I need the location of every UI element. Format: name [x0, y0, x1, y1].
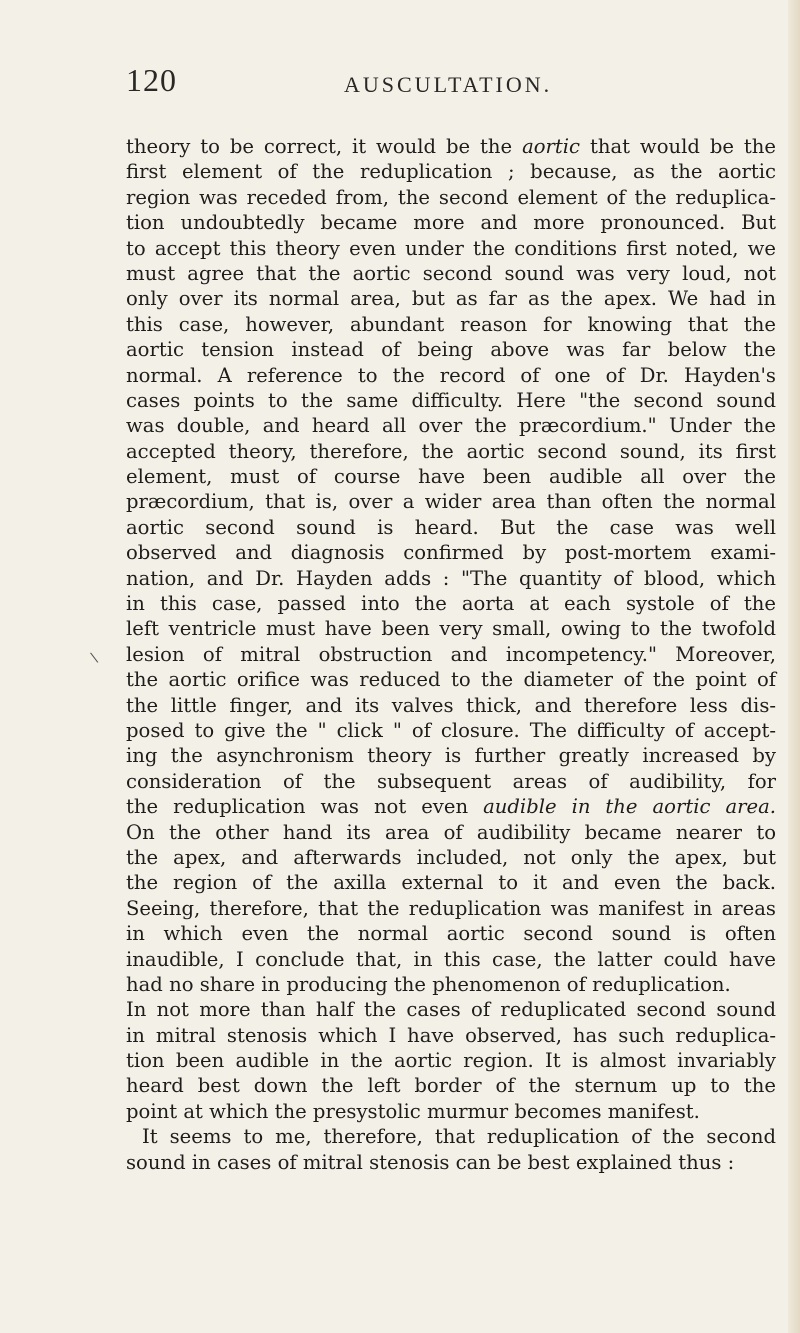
text-segment: Seeing, therefore, that the reduplication was manifest in areas: [126, 896, 776, 920]
text-segment: tion undoubtedly became more and more pronounced. But: [126, 211, 776, 235]
text-line: [126, 489, 776, 514]
text-segment: cases points to the same difficulty. Here "the second sound: [126, 388, 776, 412]
text-segment: region was receded from, the second element of the reduplica-: [126, 185, 776, 209]
text-line: [126, 363, 776, 388]
text-line: [126, 1124, 776, 1149]
text-segment: had no share in producing the phenomenon of reduplication.: [126, 972, 731, 996]
text-line: [126, 210, 776, 235]
text-segment: sound in cases of mitral stenosis can be best explained thus :: [126, 1150, 735, 1174]
text-line: [126, 667, 776, 692]
italic-text: audible in the aortic area.: [483, 795, 776, 819]
text-line: [126, 896, 776, 921]
text-line: [126, 1048, 776, 1073]
text-segment: to accept this theory even under the conditions first noted, we: [126, 236, 776, 260]
text-segment: point at which the presystolic murmur becomes manifest.: [126, 1099, 700, 1123]
text-line: [126, 413, 776, 438]
text-segment: aortic second sound is heard. But the case was well: [126, 515, 776, 539]
text-line: [126, 236, 776, 261]
text-line: [126, 1150, 776, 1175]
text-line: [126, 1073, 776, 1098]
text-line: [126, 870, 776, 895]
text-line: [126, 921, 776, 946]
body-text: [126, 134, 776, 1175]
text-line: [126, 134, 776, 159]
text-segment: in this case, passed into the aorta at each systole of the: [126, 592, 776, 616]
text-segment: consideration of the subsequent areas of audibility, for: [126, 769, 776, 793]
text-line: [126, 159, 776, 184]
text-segment: theory to be correct, it would be the: [126, 135, 523, 158]
text-line: [126, 972, 776, 997]
text-segment: nation, and Dr. Hayden adds : "The quantity of blood, which: [126, 566, 776, 590]
page-edge-shadow: [788, 0, 800, 1333]
margin-mark: \: [89, 649, 100, 667]
text-segment: tion been audible in the aortic region. It is almost invariably: [126, 1049, 776, 1073]
text-segment: element, must of course have been audible all over the: [126, 465, 776, 489]
text-segment: the reduplication was not even: [126, 795, 484, 819]
text-segment: normal. A reference to the record of one of Dr. Hayden's: [126, 363, 776, 387]
text-segment: that would be the: [580, 135, 776, 158]
page-header: [126, 62, 780, 102]
text-segment: first element of the reduplication ; because, as the aortic: [126, 160, 776, 184]
text-line: [126, 642, 776, 667]
text-line: [126, 845, 776, 870]
text-line: [126, 743, 776, 768]
text-line: [126, 947, 776, 972]
text-segment: It seems to me, therefore, that reduplication of the second: [142, 1125, 776, 1149]
text-segment: accepted theory, therefore, the aortic second sound, its first: [126, 439, 776, 463]
text-segment: observed and diagnosis confirmed by post-mortem exami-: [126, 541, 776, 565]
text-line: [126, 286, 776, 311]
italic-text: aortic: [522, 135, 581, 158]
text-segment: the apex, and afterwards included, not only the apex, but: [126, 845, 776, 869]
text-line: [126, 540, 776, 565]
text-line: [126, 718, 776, 743]
text-line: [126, 997, 776, 1022]
text-segment: præcordium, that is, over a wider area than often the normal: [126, 490, 776, 514]
text-line: [126, 1099, 776, 1124]
text-line: [126, 464, 776, 489]
text-line: [126, 693, 776, 718]
text-segment: in mitral stenosis which I have observed, has such reduplica-: [126, 1023, 776, 1047]
text-line: [126, 261, 776, 286]
text-line: [126, 337, 776, 362]
text-segment: only over its normal area, but as far as the apex. We had in: [126, 287, 776, 311]
text-segment: left ventricle must have been very small, owing to the twofold: [126, 617, 776, 641]
text-segment: must agree that the aortic second sound was very loud, not: [126, 261, 776, 285]
text-line: [126, 515, 776, 540]
text-line: [126, 591, 776, 616]
text-line: [126, 388, 776, 413]
text-segment: inaudible, I conclude that, in this case, the latter could have: [126, 947, 776, 971]
text-line: [126, 769, 776, 794]
text-segment: heard best down the left border of the sternum up to the: [126, 1074, 776, 1098]
text-segment: In not more than half the cases of reduplicated second sound: [126, 998, 776, 1022]
text-segment: the region of the axilla external to it and even the back.: [126, 871, 776, 895]
text-line: [126, 794, 776, 819]
text-segment: posed to give the " click " of closure. The difficulty of accept-: [126, 718, 776, 742]
text-segment: this case, however, abundant reason for knowing that the: [126, 312, 776, 336]
page-number: 120: [126, 62, 177, 98]
text-segment: was double, and heard all over the præcordium." Under the: [126, 414, 776, 438]
text-segment: ing the asynchronism theory is further greatly increased by: [126, 744, 776, 768]
text-line: [126, 566, 776, 591]
text-line: [126, 185, 776, 210]
text-segment: lesion of mitral obstruction and incompetency." Moreover,: [126, 642, 776, 666]
text-segment: in which even the normal aortic second sound is often: [126, 922, 776, 946]
text-line: [126, 439, 776, 464]
text-segment: the little finger, and its valves thick, and therefore less dis-: [126, 693, 776, 717]
text-segment: aortic tension instead of being above was far below the: [126, 338, 776, 362]
text-line: [126, 820, 776, 845]
text-line: [126, 616, 776, 641]
text-segment: On the other hand its area of audibility became nearer to: [126, 820, 776, 844]
text-line: [126, 312, 776, 337]
text-line: [126, 1023, 776, 1048]
text-segment: the aortic orifice was reduced to the diameter of the point of: [126, 668, 776, 692]
running-head: AUSCULTATION.: [344, 72, 553, 97]
